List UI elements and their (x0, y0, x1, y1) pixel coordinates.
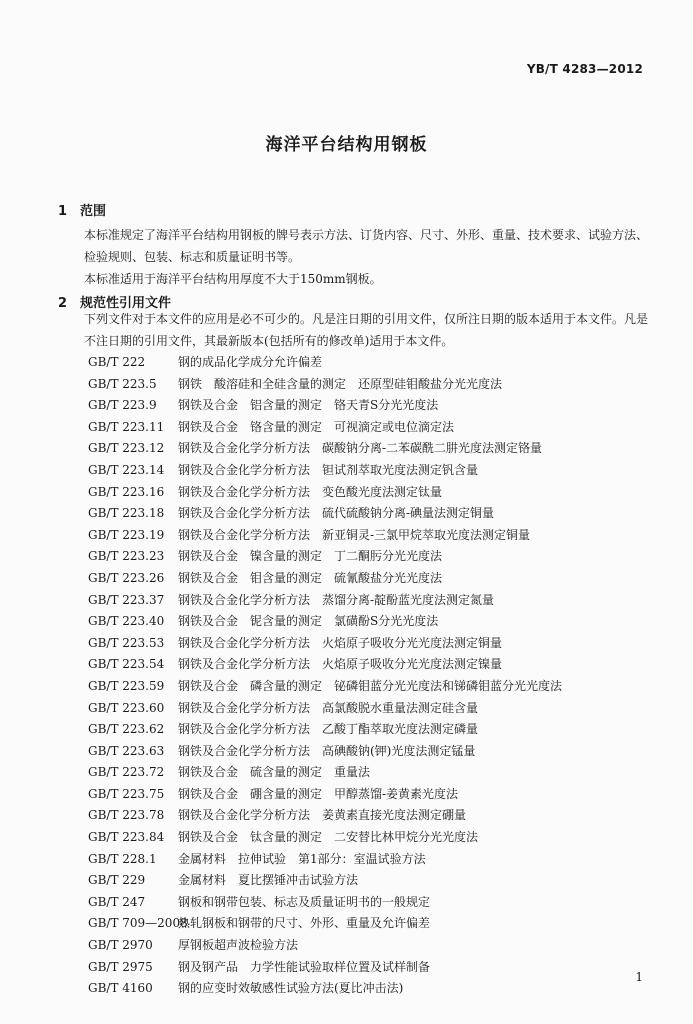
reference-item (88, 611, 648, 633)
reference-title: 热轧钢板和钢带的尺寸、外形、重量及允许偏差 (178, 916, 431, 931)
reference-title: 钢的成品化学成分允许偏差 (178, 355, 323, 369)
reference-code: GB/T 223.23 (88, 549, 165, 564)
reference-code: GB/T 223.14 (88, 462, 165, 477)
reference-code: GB/T 223.62 (88, 722, 165, 737)
reference-item (88, 935, 648, 957)
reference-item (88, 698, 648, 720)
reference-item (88, 892, 648, 914)
reference-item (88, 417, 648, 439)
reference-item (88, 978, 648, 1000)
reference-item (88, 741, 648, 763)
reference-item (88, 395, 648, 417)
reference-code: GB/T 223.37 (88, 592, 165, 607)
reference-item (88, 676, 648, 698)
reference-item (88, 849, 648, 871)
reference-item (88, 784, 648, 806)
reference-title: 钢铁及合金化学分析方法 蒸馏分离-靛酚蓝光度法测定氮量 (178, 592, 495, 607)
reference-title: 钢铁及合金化学分析方法 钽试剂萃取光度法测定钒含量 (178, 462, 479, 477)
reference-code: GB/T 223.5 (88, 376, 157, 391)
reference-code: GB/T 222 (88, 355, 146, 369)
reference-code: GB/T 223.84 (88, 830, 165, 845)
reference-code: GB/T 223.78 (88, 808, 165, 823)
page-number: 1 (635, 970, 643, 984)
reference-title: 钢铁及合金 铌含量的测定 氯磺酚S分光光度法 (178, 614, 439, 629)
reference-item (88, 482, 648, 504)
reference-code: GB/T 223.9 (88, 398, 157, 413)
reference-code: GB/T 228.1 (88, 851, 157, 866)
reference-item (88, 460, 648, 482)
reference-code: GB/T 223.19 (88, 527, 165, 542)
scope-paragraph-1 (58, 224, 648, 268)
reference-code: GB/T 223.26 (88, 570, 165, 585)
reference-code: GB/T 223.63 (88, 743, 165, 758)
reference-title: 钢铁及合金化学分析方法 乙酸丁酯萃取光度法测定磷量 (178, 722, 479, 737)
reference-title: 钢铁及合金 钼含量的测定 硫氰酸盐分光光度法 (178, 570, 443, 585)
reference-item (88, 525, 648, 547)
paragraph-text: 本标准规定了海洋平台结构用钢板的牌号表示方法、订货内容、尺寸、外形、重量、技术要求、试验方法、检验规则、包装、标志和质量证明书等。 (84, 228, 649, 264)
reference-item (88, 633, 648, 655)
reference-title: 钢铁及合金化学分析方法 火焰原子吸收分光光度法测定镍量 (178, 657, 503, 672)
section-title: 范围 (80, 204, 107, 219)
reference-title: 钢及钢产品 力学性能试验取样位置及试样制备 (178, 959, 431, 974)
reference-item (88, 805, 648, 827)
reference-item (88, 827, 648, 849)
reference-code: GB/T 4160 (88, 981, 153, 996)
section-heading-scope (58, 200, 106, 219)
reference-item (88, 870, 648, 892)
reference-code: GB/T 2975 (88, 959, 153, 974)
reference-title: 钢铁及合金 硼含量的测定 甲醇蒸馏-姜黄素光度法 (178, 786, 459, 801)
reference-title: 钢铁及合金 镍含量的测定 丁二酮肟分光光度法 (178, 549, 443, 564)
section-title: 规范性引用文件 (80, 296, 172, 311)
reference-code: GB/T 223.40 (88, 614, 165, 629)
reference-title: 厚钢板超声波检验方法 (178, 938, 299, 953)
reference-title: 金属材料 拉伸试验 第1部分：室温试验方法 (178, 851, 426, 866)
reference-code: GB/T 223.75 (88, 786, 165, 801)
reference-title: 钢铁及合金化学分析方法 碳酸钠分离-二苯碳酰二肼光度法测定铬量 (178, 441, 543, 456)
reference-title: 钢铁及合金化学分析方法 硫代硫酸钠分离-碘量法测定铜量 (178, 506, 495, 521)
reference-title: 钢的应变时效敏感性试验方法(夏比冲击法) (178, 981, 404, 996)
reference-code: GB/T 223.12 (88, 441, 165, 456)
reference-title: 钢铁及合金 铬含量的测定 可视滴定或电位滴定法 (178, 419, 455, 434)
reference-code: GB/T 223.72 (88, 765, 165, 780)
standard-code: YB/T 4283—2012 (526, 62, 643, 76)
reference-code: GB/T 709—2008 (88, 916, 188, 931)
reference-title: 钢板和钢带包装、标志及质量证明书的一般规定 (178, 894, 431, 909)
reference-code: GB/T 223.59 (88, 678, 165, 693)
reference-item (88, 654, 648, 676)
reference-item (88, 546, 648, 568)
reference-title: 钢铁及合金化学分析方法 变色酸光度法测定钛量 (178, 484, 443, 499)
reference-title: 钢铁及合金化学分析方法 火焰原子吸收分光光度法测定铜量 (178, 635, 503, 650)
reference-item (88, 719, 648, 741)
reference-title: 钢铁及合金 硫含量的测定 重量法 (178, 765, 371, 780)
reference-list (88, 352, 648, 1000)
document-title: 海洋平台结构用钢板 (265, 135, 428, 155)
section-number: 2 (58, 296, 68, 311)
reference-code: GB/T 223.60 (88, 700, 165, 715)
reference-title: 钢铁及合金化学分析方法 高碘酸钠(钾)光度法测定锰量 (178, 743, 476, 758)
reference-code: GB/T 223.18 (88, 506, 165, 521)
reference-item (88, 957, 648, 979)
paragraph-text: 本标准适用于海洋平台结构用厚度不大于150mm钢板。 (84, 272, 382, 286)
reference-title: 钢铁及合金化学分析方法 高氯酸脱水重量法测定硅含量 (178, 700, 479, 715)
reference-code: GB/T 247 (88, 894, 146, 909)
reference-code: GB/T 223.53 (88, 635, 165, 650)
reference-item (88, 438, 648, 460)
reference-code: GB/T 229 (88, 873, 146, 888)
reference-code: GB/T 2970 (88, 938, 153, 953)
section-number: 1 (58, 204, 68, 219)
reference-item (88, 590, 648, 612)
reference-item (88, 352, 648, 374)
reference-title: 钢铁 酸溶硅和全硅含量的测定 还原型硅钼酸盐分光光度法 (178, 376, 503, 391)
scope-paragraph-2 (58, 268, 648, 290)
reference-title: 钢铁及合金化学分析方法 新亚铜灵-三氯甲烷萃取光度法测定铜量 (178, 527, 531, 542)
normative-intro (58, 308, 648, 352)
reference-title: 金属材料 夏比摆锤冲击试验方法 (178, 873, 359, 888)
reference-item (88, 374, 648, 396)
reference-item (88, 503, 648, 525)
reference-title: 钢铁及合金 铝含量的测定 铬天青S分光光度法 (178, 398, 439, 413)
reference-code: GB/T 223.16 (88, 484, 165, 499)
reference-item (88, 762, 648, 784)
reference-code: GB/T 223.11 (88, 419, 165, 434)
reference-code: GB/T 223.54 (88, 657, 165, 672)
reference-item (88, 913, 648, 935)
paragraph-text: 下列文件对于本文件的应用是必不可少的。凡是注日期的引用文件，仅所注日期的版本适用于本文件。凡是不注日期的引用文件，其最新版本(包括所有的修改单)适用于本文件。 (84, 312, 649, 348)
reference-title: 钢铁及合金化学分析方法 姜黄素直接光度法测定硼量 (178, 808, 467, 823)
reference-title: 钢铁及合金 磷含量的测定 铋磷钼蓝分光光度法和锑磷钼蓝分光光度法 (178, 678, 563, 693)
reference-item (88, 568, 648, 590)
reference-title: 钢铁及合金 钛含量的测定 二安替比林甲烷分光光度法 (178, 830, 479, 845)
